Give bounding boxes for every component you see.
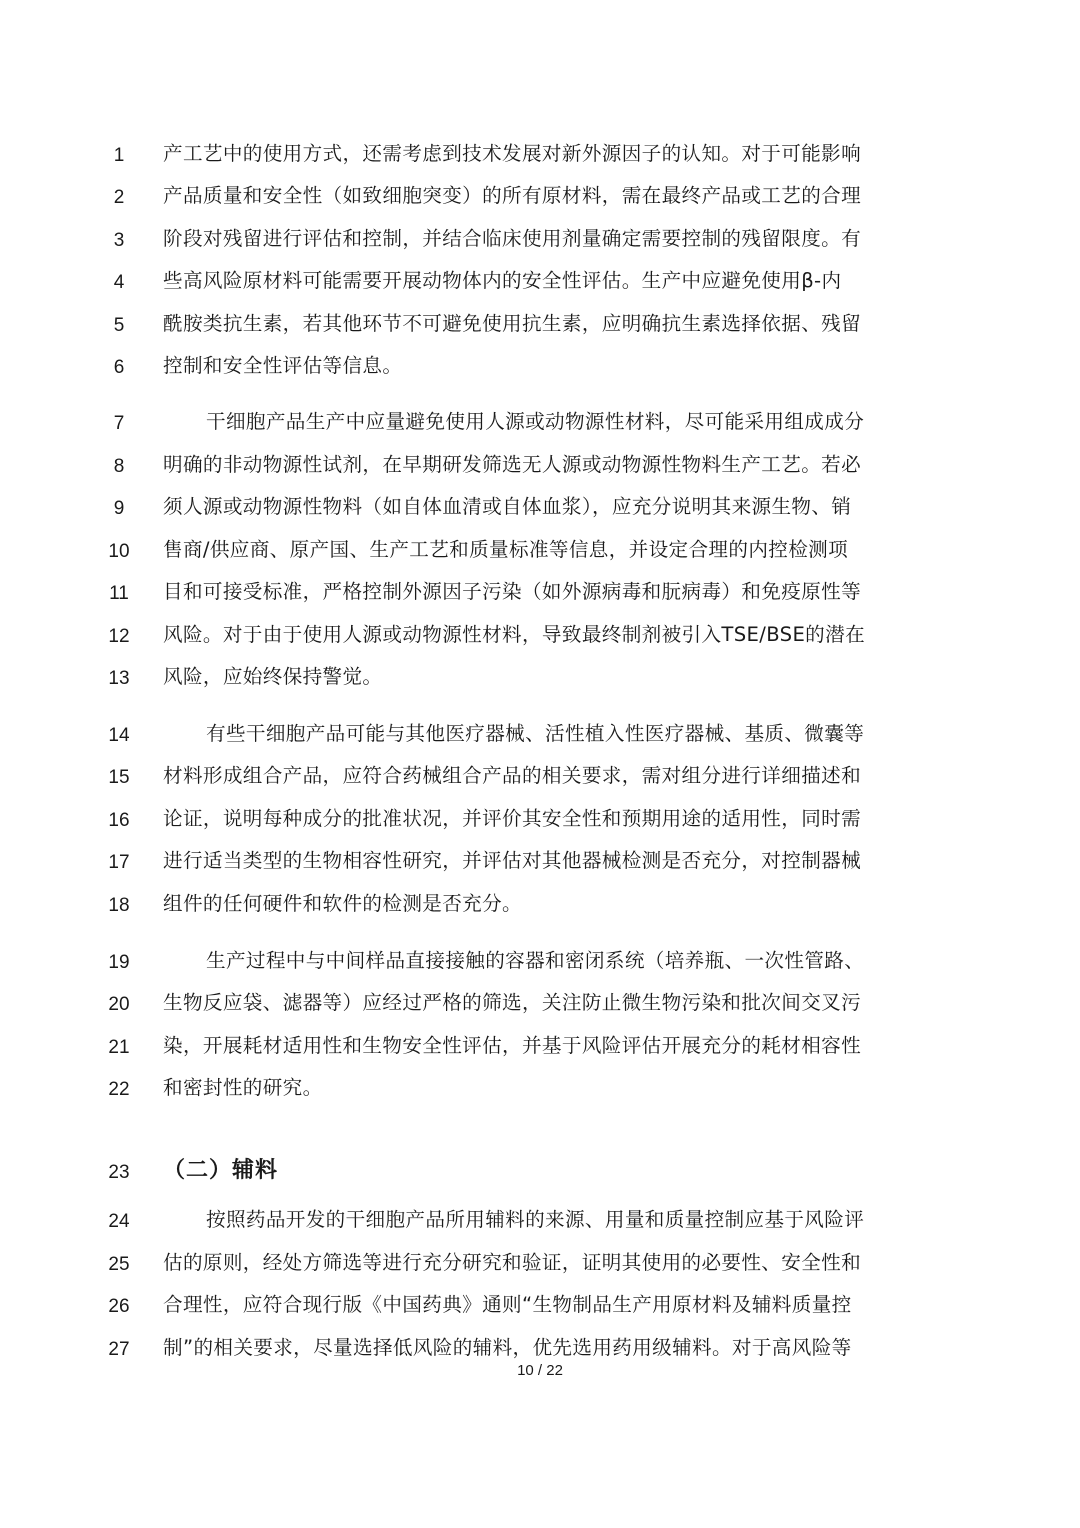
text-line [0,617,1080,653]
text-line [0,404,1080,440]
text-line [0,1070,1080,1106]
text-line [0,489,1080,525]
text-line [0,943,1080,979]
line-text: 合理性，应符合现行版《中国药典》通则“生物制品生产用原材料及辅料质量控 [163,1293,852,1316]
line-text: 控制和安全性评估等信息。 [163,354,403,377]
line-text: 目和可接受标准，严格控制外源因子污染（如外源病毒和朊病毒）和免疫原性等 [163,580,862,603]
line-number: 24 [108,1211,130,1232]
line-text: 须人源或动物源性物料（如自体血清或自体血浆），应充分说明其来源生物、销 [163,495,852,518]
section-heading [0,1153,1080,1189]
line-text: 估的原则，经处方筛选等进行充分研究和验证，证明其使用的必要性、安全性和 [163,1251,862,1274]
text-line [0,1245,1080,1281]
line-number: 22 [108,1079,130,1100]
line-text: 产品质量和安全性（如致细胞突变）的所有原材料，需在最终产品或工艺的合理 [163,184,862,207]
text-line [0,532,1080,568]
line-text: 进行适当类型的生物相容性研究，并评估对其他器械检测是否充分，对控制器械 [163,849,862,872]
line-text: 论证，说明每种成分的批准状况，并评价其安全性和预期用途的适用性，同时需 [163,807,862,830]
text-line [0,447,1080,483]
line-text: 售商/供应商、原产国、生产工艺和质量标准等信息，并设定合理的内控检测项 [163,538,849,561]
line-number: 16 [108,810,130,831]
line-number: 18 [108,895,130,916]
line-number: 21 [108,1037,130,1058]
line-number: 3 [113,230,125,251]
line-number: 4 [113,272,125,293]
line-text: 按照药品开发的干细胞产品所用辅料的来源、用量和质量控制应基于风险评 [206,1208,865,1231]
line-number: 20 [108,994,130,1015]
line-number: 12 [108,626,130,647]
line-text: 制”的相关要求，尽量选择低风险的辅料，优先选用药用级辅料。对于高风险等 [163,1336,852,1359]
text-line [0,801,1080,837]
line-number: 11 [109,583,129,604]
line-text: 材料形成组合产品，应符合药械组合产品的相关要求，需对组分进行详细描述和 [163,764,862,787]
page-number: 10 / 22 [517,1362,563,1379]
text-line [0,348,1080,384]
line-text: 明确的非动物源性试剂，在早期研发筛选无人源或动物源性物料生产工艺。若必 [163,453,862,476]
text-line [0,758,1080,794]
line-number: 19 [108,952,130,973]
text-line [0,1287,1080,1323]
line-text: 风险，应始终保持警觉。 [163,665,383,688]
text-line [0,843,1080,879]
line-number: 9 [113,498,125,519]
text-line [0,1202,1080,1238]
line-text: 阶段对残留进行评估和控制，并结合临床使用剂量确定需要控制的残留限度。有 [163,227,862,250]
line-number: 6 [113,357,125,378]
text-line [0,574,1080,610]
line-number: 13 [108,668,130,689]
heading-text: （二）辅料 [163,1158,279,1183]
text-line [0,985,1080,1021]
line-text: 染，开展耗材适用性和生物安全性评估，并基于风险评估开展充分的耗材相容性 [163,1034,862,1057]
text-line [0,263,1080,299]
line-number: 5 [113,315,125,336]
line-text: 生产过程中与中间样品直接接触的容器和密闭系统（培养瓶、一次性管路、 [206,949,865,972]
text-line [0,221,1080,257]
line-number: 10 [108,541,130,562]
line-number: 15 [108,767,130,788]
line-text: 组件的任何硬件和软件的检测是否充分。 [163,892,522,915]
line-number: 27 [108,1339,130,1360]
line-number: 8 [113,456,125,477]
line-text: 和密封性的研究。 [163,1076,323,1099]
line-number: 7 [113,413,125,434]
line-number: 17 [108,852,130,873]
text-line [0,659,1080,695]
text-line [0,886,1080,922]
text-line [0,136,1080,172]
line-number: 23 [108,1162,130,1183]
text-line [0,1028,1080,1064]
text-line [0,306,1080,342]
line-number: 1 [113,145,125,166]
line-number: 2 [113,187,125,208]
line-text: 酰胺类抗生素，若其他环节不可避免使用抗生素，应明确抗生素选择依据、残留 [163,312,862,335]
text-line [0,178,1080,214]
line-text: 产工艺中的使用方式，还需考虑到技术发展对新外源因子的认知。对于可能影响 [163,142,862,165]
line-text: 有些干细胞产品可能与其他医疗器械、活性植入性医疗器械、基质、微囊等 [206,722,865,745]
line-number: 25 [108,1254,130,1275]
text-line [0,716,1080,752]
line-text: 干细胞产品生产中应量避免使用人源或动物源性材料，尽可能采用组成成分 [206,410,865,433]
line-text: 风险。对于由于使用人源或动物源性材料，导致最终制剂被引入TSE/BSE的潜在 [163,623,866,646]
line-number: 26 [108,1296,130,1317]
line-number: 14 [108,725,130,746]
line-text: 生物反应袋、滤器等）应经过严格的筛选，关注防止微生物污染和批次间交叉污 [163,991,862,1014]
line-text: 些高风险原材料可能需要开展动物体内的安全性评估。生产中应避免使用β-内 [163,269,842,292]
